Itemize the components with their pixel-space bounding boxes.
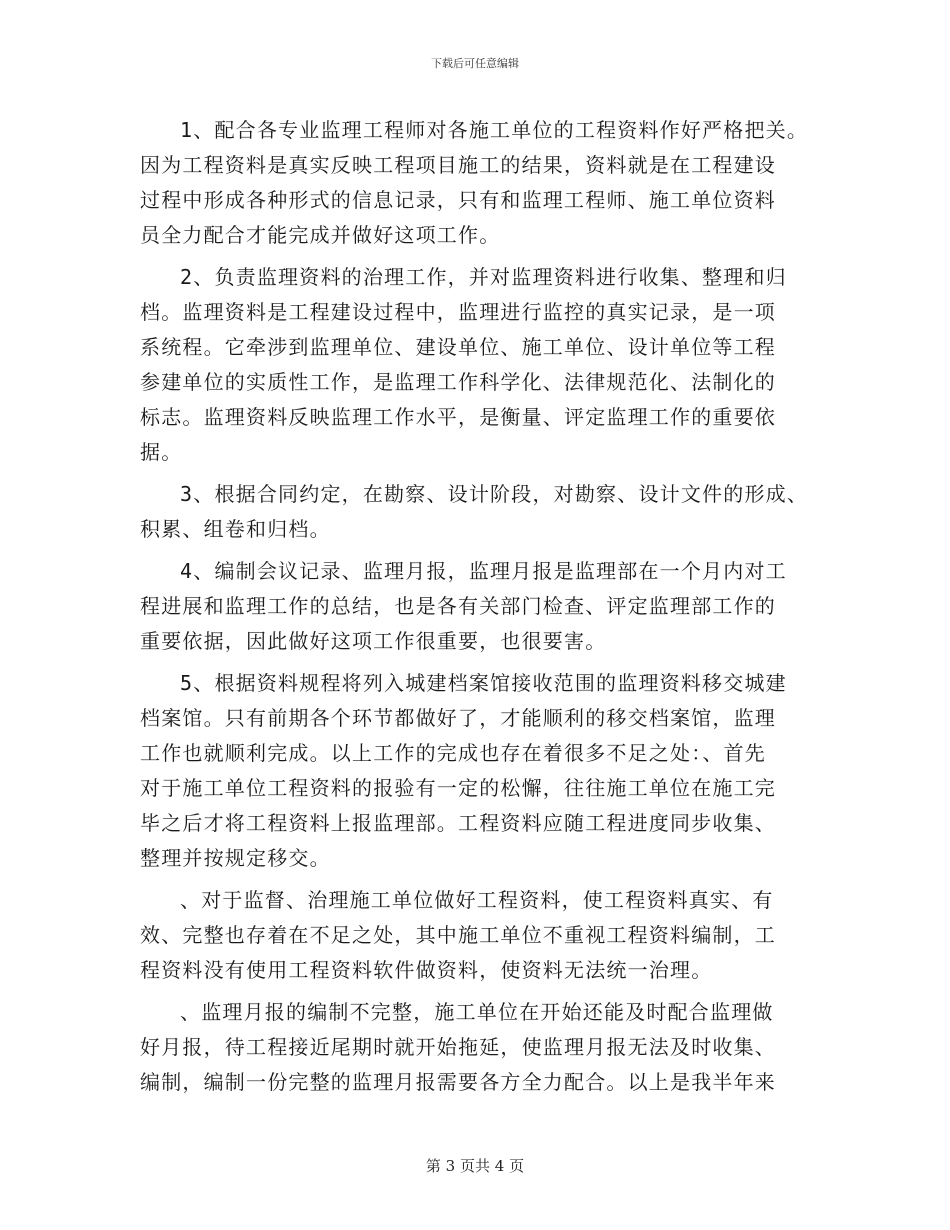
paragraph-line: 系统程。它牵涉到监理单位、建设单位、施工单位、设计单位等工程 xyxy=(140,335,776,359)
paragraph-line: 程资料没有使用工程资料软件做资料，使资料无法统一治理。 xyxy=(140,958,713,982)
paragraph-line: 1、配合各专业监理工程师对各施工单位的工程资料作好严格把关。 xyxy=(180,118,809,142)
paragraph-line: 档案馆。只有前期各个环节都做好了，才能顺利的移交档案馆，监理 xyxy=(140,706,776,730)
paragraph-line: 3、根据合同约定，在勘察、设计阶段，对勘察、设计文件的形成、 xyxy=(180,482,809,506)
paragraph-line: 过程中形成各种形式的信息记录，只有和监理工程师、施工单位资料 xyxy=(140,188,776,212)
paragraph-line: 档。监理资料是工程建设过程中，监理进行监控的真实记录，是一项 xyxy=(140,300,776,324)
paragraph-1 xyxy=(140,113,830,253)
paragraph-line: 积累、组卷和归档。 xyxy=(140,517,331,541)
paragraph-line: 5、根据资料规程将列入城建档案馆接收范围的监理资料移交城建 xyxy=(180,671,787,695)
paragraph-line: 、监理月报的编制不完整，施工单位在开始还能及时配合监理做 xyxy=(180,1000,774,1024)
paragraph-line: 对于施工单位工程资料的报验有一定的松懈，往往施工单位在施工完 xyxy=(140,776,776,800)
document-body xyxy=(140,113,830,1107)
paragraph-line: 、对于监督、治理施工单位做好工程资料，使工程资料真实、有 xyxy=(180,888,774,912)
paragraph-line: 因为工程资料是真实反映工程项目施工的结果，资料就是在工程建设 xyxy=(140,153,776,177)
paragraph-line: 员全力配合才能完成并做好这项工作。 xyxy=(140,223,501,247)
paragraph-line: 编制，编制一份完整的监理月报需要各方全力配合。以上是我半年来 xyxy=(140,1070,776,1094)
paragraph-5 xyxy=(140,666,830,876)
paragraph-7 xyxy=(140,995,830,1100)
paragraph-line: 重要依据，因此做好这项工作很重要，也很要害。 xyxy=(140,629,607,653)
paragraph-2 xyxy=(140,260,830,470)
paragraph-line: 毕之后才将工程资料上报监理部。工程资料应随工程进度同步收集、 xyxy=(140,811,776,835)
paragraph-line: 标志。监理资料反映监理工作水平，是衡量、评定监理工作的重要依 xyxy=(140,405,776,429)
paragraph-line: 据。 xyxy=(140,440,183,464)
page-header: 下载后可任意编辑 xyxy=(431,57,519,70)
paragraph-line: 程进展和监理工作的总结，也是各有关部门检查、评定监理部工作的 xyxy=(140,594,776,618)
paragraph-line: 4、编制会议记录、监理月报，监理月报是监理部在一个月内对工 xyxy=(180,559,787,583)
paragraph-4 xyxy=(140,554,830,659)
paragraph-6 xyxy=(140,883,830,988)
paragraph-line: 2、负责监理资料的治理工作，并对监理资料进行收集、整理和归 xyxy=(180,265,787,289)
paragraph-line: 工作也就顺利完成。以上工作的完成也存在着很多不足之处：、首先 xyxy=(140,741,766,765)
paragraph-line: 效、完整也存着在不足之处，其中施工单位不重视工程资料编制，工 xyxy=(140,923,776,947)
paragraph-line: 参建单位的实质性工作，是监理工作科学化、法律规范化、法制化的 xyxy=(140,370,776,394)
page-footer: 第 3 页共 4 页 xyxy=(425,1157,525,1175)
paragraph-line: 整理并按规定移交。 xyxy=(140,846,331,870)
paragraph-3 xyxy=(140,477,830,547)
paragraph-line: 好月报，待工程接近尾期时就开始拖延，使监理月报无法及时收集、 xyxy=(140,1035,776,1059)
